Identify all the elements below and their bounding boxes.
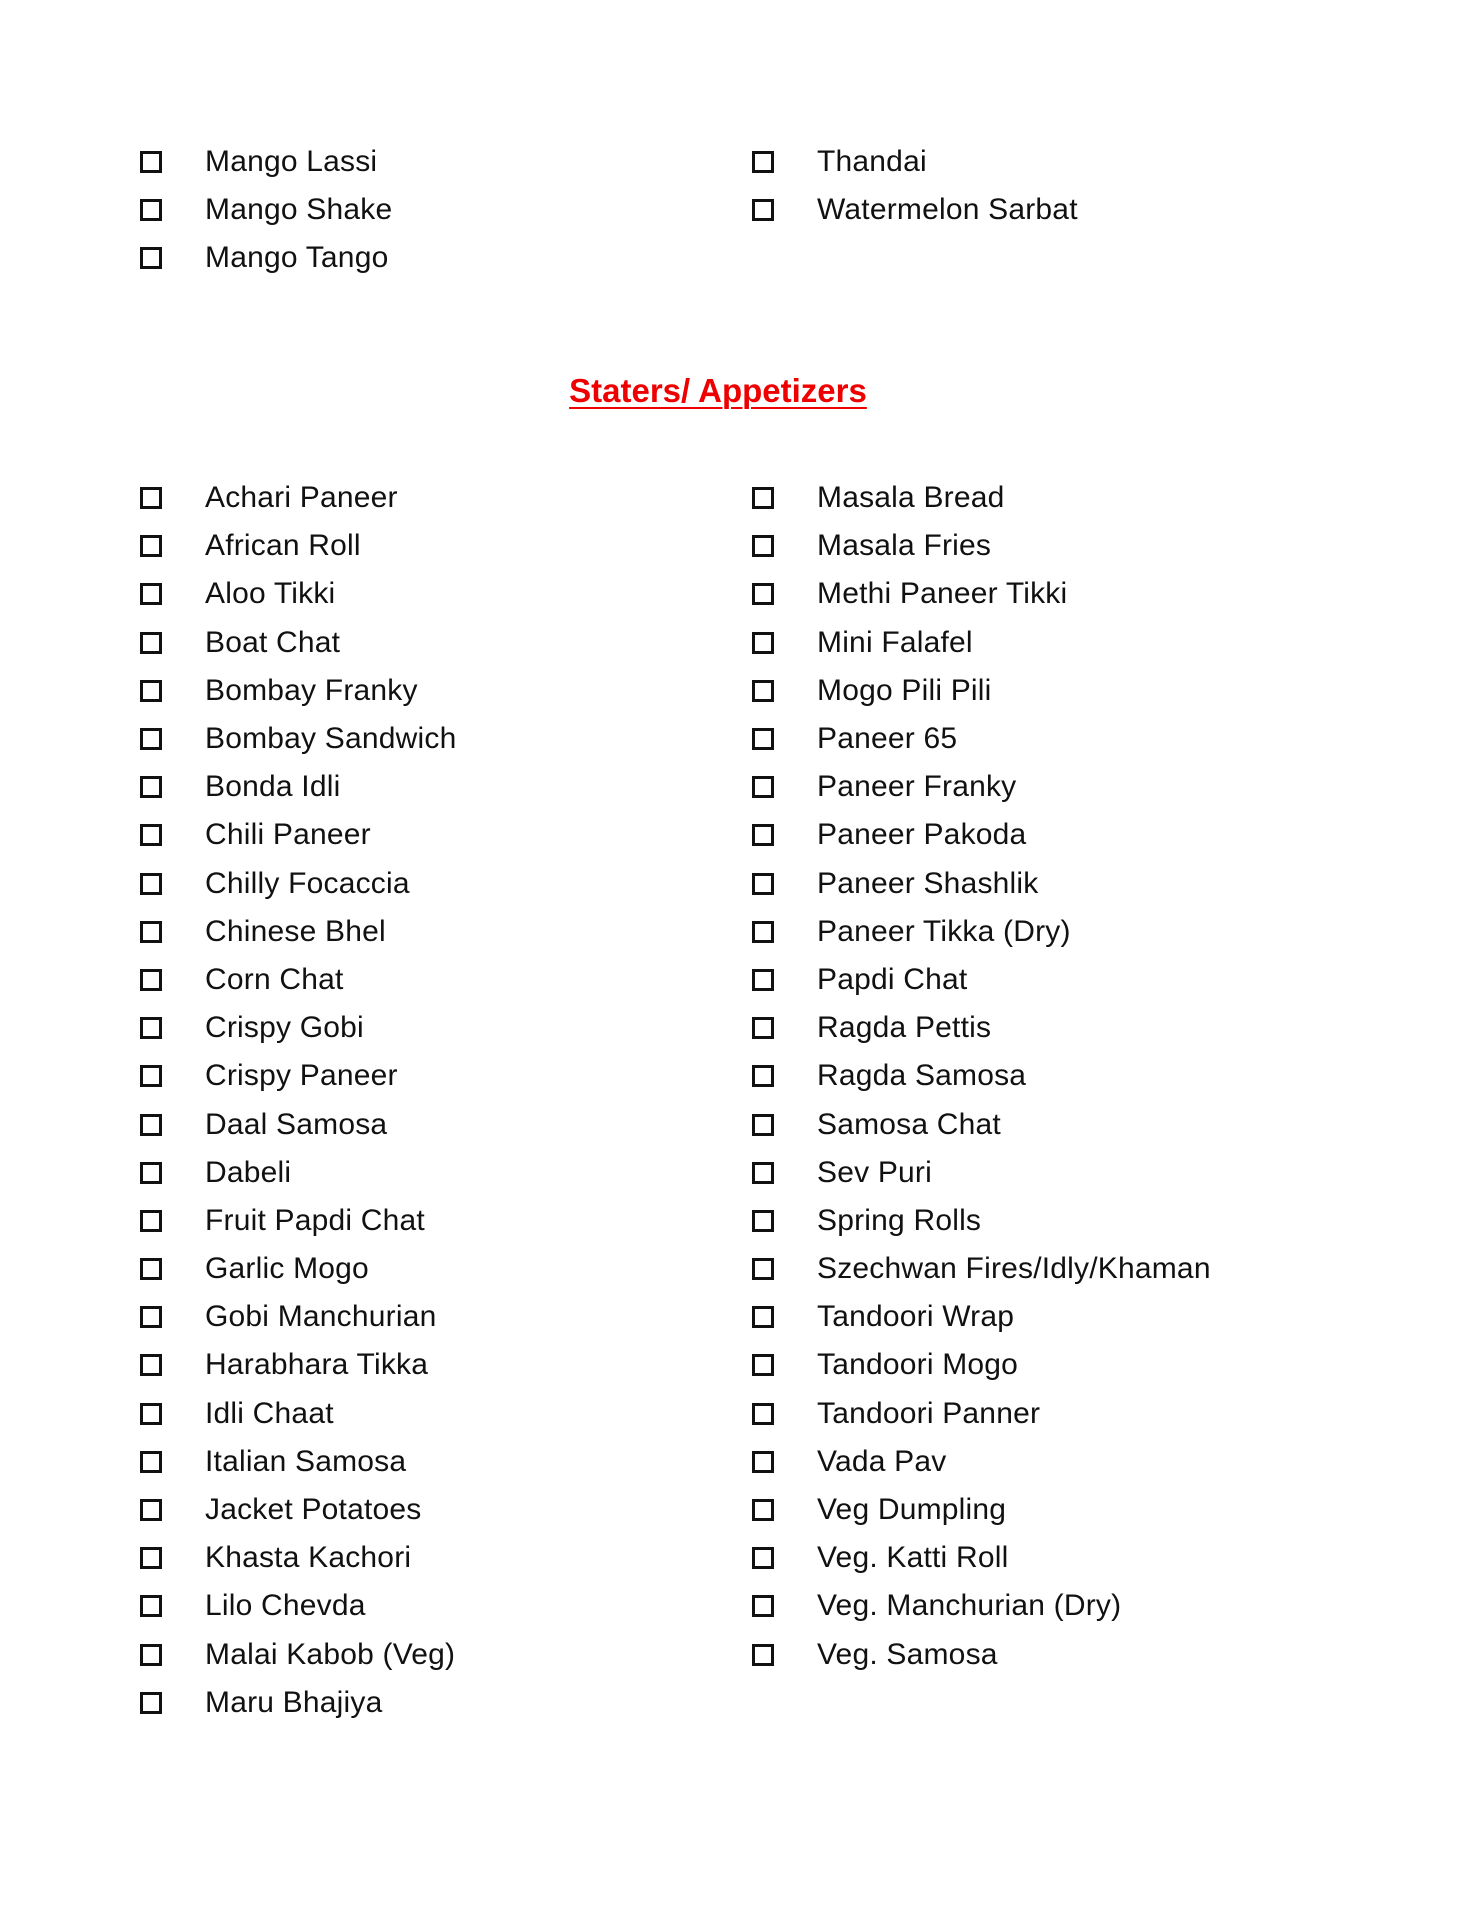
checklist-item xyxy=(140,474,456,522)
checkbox-icon[interactable] xyxy=(140,921,162,943)
checklist-item-label: Mini Falafel xyxy=(817,625,973,659)
checkbox-icon[interactable] xyxy=(752,1306,774,1328)
checklist-item xyxy=(752,1004,1211,1052)
checkbox-icon[interactable] xyxy=(140,1162,162,1184)
checklist-item xyxy=(140,1438,456,1486)
checkbox-icon[interactable] xyxy=(140,1065,162,1087)
checklist-item xyxy=(140,811,456,859)
checklist-item-label: Watermelon Sarbat xyxy=(817,193,1078,227)
checklist-item xyxy=(752,1149,1211,1197)
checkbox-icon[interactable] xyxy=(140,1210,162,1232)
checklist-item-label: Dabeli xyxy=(205,1155,292,1189)
checkbox-icon[interactable] xyxy=(140,1499,162,1521)
starters-list-left xyxy=(140,474,456,1727)
checkbox-icon[interactable] xyxy=(140,1403,162,1425)
checklist-item-label: Italian Samosa xyxy=(205,1444,407,1478)
checklist-item-label: Idli Chaat xyxy=(205,1396,334,1430)
checklist-item-label: Fruit Papdi Chat xyxy=(205,1203,425,1237)
checkbox-icon[interactable] xyxy=(752,1403,774,1425)
checklist-item xyxy=(140,570,456,618)
checkbox-icon[interactable] xyxy=(752,921,774,943)
checklist-item-label: Papdi Chat xyxy=(817,962,968,996)
checkbox-icon[interactable] xyxy=(752,1499,774,1521)
checklist-item-label: Chinese Bhel xyxy=(205,914,386,948)
checklist-item-label: Samosa Chat xyxy=(817,1107,1001,1141)
checklist-item-label: Garlic Mogo xyxy=(205,1252,369,1286)
checklist-item-label: Jacket Potatoes xyxy=(205,1493,422,1527)
checklist-item xyxy=(752,908,1211,956)
checkbox-icon[interactable] xyxy=(752,199,774,221)
checklist-item-label: Paneer Pakoda xyxy=(817,818,1027,852)
checklist-item xyxy=(752,667,1211,715)
checklist-item xyxy=(140,186,392,234)
checkbox-icon[interactable] xyxy=(140,151,162,173)
checklist-item xyxy=(140,1052,456,1100)
checklist-item xyxy=(752,1197,1211,1245)
checkbox-icon[interactable] xyxy=(752,1162,774,1184)
checklist-item-label: Veg Dumpling xyxy=(817,1493,1007,1527)
checklist-item xyxy=(140,1004,456,1052)
checkbox-icon[interactable] xyxy=(140,1306,162,1328)
checklist-item-label: Mango Tango xyxy=(205,241,389,275)
checklist-item xyxy=(752,1582,1211,1630)
checklist-item xyxy=(140,1679,456,1727)
checklist-item xyxy=(140,1486,456,1534)
checklist-item-label: Gobi Manchurian xyxy=(205,1300,437,1334)
checkbox-icon[interactable] xyxy=(752,1258,774,1280)
checklist-item-label: Khasta Kachori xyxy=(205,1541,412,1575)
checklist-item xyxy=(140,715,456,763)
checklist-item xyxy=(752,1631,1211,1679)
checklist-item-label: Lilo Chevda xyxy=(205,1589,366,1623)
checklist-item-label: Chili Paneer xyxy=(205,818,371,852)
checkbox-icon[interactable] xyxy=(140,1017,162,1039)
checklist-item-label: Thandai xyxy=(817,145,927,179)
checkbox-icon[interactable] xyxy=(752,824,774,846)
checklist-item-label: Tandoori Mogo xyxy=(817,1348,1019,1382)
checkbox-icon[interactable] xyxy=(140,583,162,605)
checkbox-icon[interactable] xyxy=(140,824,162,846)
checklist-item-label: Veg. Samosa xyxy=(817,1637,998,1671)
checkbox-icon[interactable] xyxy=(752,1595,774,1617)
checkbox-icon[interactable] xyxy=(140,199,162,221)
checklist-item xyxy=(752,1534,1211,1582)
checklist-item-label: Sev Puri xyxy=(817,1155,932,1189)
checkbox-icon[interactable] xyxy=(752,487,774,509)
checklist-item xyxy=(752,811,1211,859)
checkbox-icon[interactable] xyxy=(752,1451,774,1473)
checkbox-icon[interactable] xyxy=(752,632,774,654)
section-heading-starters: Staters/ Appetizers xyxy=(569,372,867,409)
checklist-item-label: Tandoori Wrap xyxy=(817,1300,1015,1334)
checklist-item xyxy=(140,1149,456,1197)
checklist-item xyxy=(140,1582,456,1630)
checklist-item-label: Bombay Sandwich xyxy=(205,722,457,756)
checklist-item xyxy=(752,522,1211,570)
checkbox-icon[interactable] xyxy=(752,1017,774,1039)
checklist-item-label: Aloo Tikki xyxy=(205,577,336,611)
checklist-item-label: Chilly Focaccia xyxy=(205,866,410,900)
checklist-item-label: Paneer Tikka (Dry) xyxy=(817,914,1071,948)
drinks-list-right xyxy=(752,138,1078,234)
checkbox-icon[interactable] xyxy=(140,632,162,654)
checklist-item xyxy=(140,234,392,282)
checkbox-icon[interactable] xyxy=(140,1595,162,1617)
checklist-item xyxy=(752,860,1211,908)
checklist-item-label: Methi Paneer Tikki xyxy=(817,577,1068,611)
checklist-item xyxy=(752,1100,1211,1148)
checklist-item xyxy=(140,667,456,715)
checklist-item-label: Boat Chat xyxy=(205,625,341,659)
checkbox-icon[interactable] xyxy=(752,151,774,173)
checklist-item xyxy=(752,1293,1211,1341)
checklist-item-label: Malai Kabob (Veg) xyxy=(205,1637,456,1671)
checklist-item-label: Ragda Samosa xyxy=(817,1059,1027,1093)
checklist-item-label: Maru Bhajiya xyxy=(205,1685,383,1719)
checkbox-icon[interactable] xyxy=(140,247,162,269)
checklist-item xyxy=(140,1245,456,1293)
starters-list-right xyxy=(752,474,1211,1679)
checklist-item-label: Veg. Katti Roll xyxy=(817,1541,1009,1575)
checkbox-icon[interactable] xyxy=(752,1065,774,1087)
checklist-item xyxy=(752,138,1078,186)
checklist-item-label: Paneer Shashlik xyxy=(817,866,1039,900)
checklist-item xyxy=(140,1100,456,1148)
checklist-item xyxy=(752,1486,1211,1534)
checklist-item xyxy=(752,1245,1211,1293)
checklist-item-label: Tandoori Panner xyxy=(817,1396,1041,1430)
checkbox-icon[interactable] xyxy=(752,535,774,557)
checkbox-icon[interactable] xyxy=(752,1644,774,1666)
checkbox-icon[interactable] xyxy=(140,487,162,509)
checkbox-icon[interactable] xyxy=(140,1258,162,1280)
checklist-item-label: Szechwan Fires/Idly/Khaman xyxy=(817,1252,1211,1286)
checklist-item xyxy=(752,763,1211,811)
checklist-item xyxy=(140,1390,456,1438)
checkbox-icon[interactable] xyxy=(752,728,774,750)
checklist-item xyxy=(140,1534,456,1582)
checkbox-icon[interactable] xyxy=(752,969,774,991)
checklist-item-label: Masala Bread xyxy=(817,481,1005,515)
drinks-list-left xyxy=(140,138,392,283)
checklist-item xyxy=(752,956,1211,1004)
checklist-item xyxy=(752,570,1211,618)
checklist-item-label: Paneer Franky xyxy=(817,770,1017,804)
checklist-item xyxy=(140,860,456,908)
checklist-item xyxy=(140,1341,456,1389)
checkbox-icon[interactable] xyxy=(140,1547,162,1569)
checklist-item xyxy=(140,138,392,186)
checklist-item-label: Achari Paneer xyxy=(205,481,398,515)
checkbox-icon[interactable] xyxy=(140,1114,162,1136)
checkbox-icon[interactable] xyxy=(140,873,162,895)
checklist-item-label: Masala Fries xyxy=(817,529,992,563)
checklist-item-label: Crispy Gobi xyxy=(205,1011,364,1045)
checkbox-icon[interactable] xyxy=(140,680,162,702)
checklist-item-label: Bombay Franky xyxy=(205,673,418,707)
checkbox-icon[interactable] xyxy=(140,969,162,991)
checklist-item xyxy=(752,1438,1211,1486)
checkbox-icon[interactable] xyxy=(140,728,162,750)
checkbox-icon[interactable] xyxy=(752,1354,774,1376)
checkbox-icon[interactable] xyxy=(140,1644,162,1666)
checkbox-icon[interactable] xyxy=(752,776,774,798)
checklist-item xyxy=(752,474,1211,522)
checkbox-icon[interactable] xyxy=(140,535,162,557)
checklist-item xyxy=(140,956,456,1004)
checklist-item-label: Corn Chat xyxy=(205,962,344,996)
checklist-item xyxy=(752,1052,1211,1100)
checklist-item-label: Paneer 65 xyxy=(817,722,958,756)
checkbox-icon[interactable] xyxy=(752,1114,774,1136)
checkbox-icon[interactable] xyxy=(752,1210,774,1232)
checklist-item xyxy=(140,1631,456,1679)
checklist-item xyxy=(140,763,456,811)
checklist-item-label: Crispy Paneer xyxy=(205,1059,398,1093)
checklist-item xyxy=(752,715,1211,763)
checklist-item xyxy=(752,1341,1211,1389)
checkbox-icon[interactable] xyxy=(752,1547,774,1569)
checklist-item-label: African Roll xyxy=(205,529,361,563)
checklist-item xyxy=(140,1197,456,1245)
checkbox-icon[interactable] xyxy=(140,1354,162,1376)
checklist-item xyxy=(140,619,456,667)
checklist-item-label: Mango Shake xyxy=(205,193,393,227)
checkbox-icon[interactable] xyxy=(140,1692,162,1714)
checklist-item xyxy=(140,1293,456,1341)
checkbox-icon[interactable] xyxy=(752,680,774,702)
checklist-item-label: Bonda Idli xyxy=(205,770,341,804)
checkbox-icon[interactable] xyxy=(752,873,774,895)
checklist-item-label: Vada Pav xyxy=(817,1444,947,1478)
checklist-item xyxy=(140,522,456,570)
checklist-item xyxy=(752,1390,1211,1438)
checklist-item-label: Ragda Pettis xyxy=(817,1011,992,1045)
checklist-item-label: Mogo Pili Pili xyxy=(817,673,992,707)
checkbox-icon[interactable] xyxy=(752,583,774,605)
checkbox-icon[interactable] xyxy=(140,776,162,798)
checklist-item-label: Mango Lassi xyxy=(205,145,378,179)
checkbox-icon[interactable] xyxy=(140,1451,162,1473)
checklist-item-label: Veg. Manchurian (Dry) xyxy=(817,1589,1122,1623)
checklist-item-label: Spring Rolls xyxy=(817,1203,982,1237)
checklist-item-label: Daal Samosa xyxy=(205,1107,388,1141)
checklist-item xyxy=(752,186,1078,234)
checklist-item-label: Harabhara Tikka xyxy=(205,1348,429,1382)
checklist-item xyxy=(140,908,456,956)
checklist-item xyxy=(752,619,1211,667)
